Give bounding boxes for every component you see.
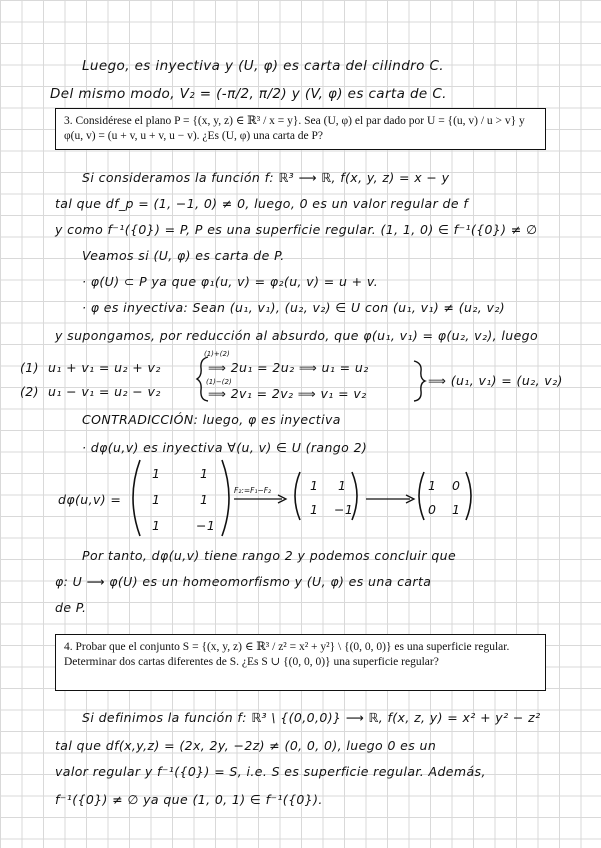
m1-31: 1 (152, 518, 161, 533)
eq1-tag: (1) (20, 360, 39, 375)
m3-11: 1 (428, 478, 437, 493)
sol3-line-4: Veamos si (U, φ) es carta de P. (82, 248, 285, 263)
sol3-line-10: Por tanto, dφ(u,v) tiene rango 2 y podemos concluir que (82, 548, 457, 563)
sol3-line-5: · φ(U) ⊂ P ya que φ₁(u, v) = φ₂(u, v) = u + v. (82, 274, 379, 289)
sol3-line-2: tal que df_p = (1, −1, 0) ≠ 0, luego, 0 es un valor regular de f (55, 196, 469, 211)
sum-note: (1)+(2) (204, 350, 230, 358)
problem-3-statement (55, 108, 546, 150)
m1-11: 1 (152, 466, 161, 481)
m1-21: 1 (152, 492, 161, 507)
problem-3-text: 3. Considérese el plano P = {(x, y, z) ∈ ℝ³ / x = y}. Sea (U, φ) el par dado por U = {(u, v) / u > v} y φ(u, v) = (u + v, u + v, u − v). ¿Es (U, φ) una carta de P? (64, 115, 525, 142)
sol4-line-4: f⁻¹({0}) ≠ ∅ ya que (1, 0, 1) ∈ f⁻¹({0}). (55, 792, 323, 807)
sol4-line-1: Si definimos la función f: ℝ³ \ {(0,0,0)} ⟶ ℝ, f(x, z, y) = x² + y² − z² (82, 710, 541, 725)
sol3-line-12: de P. (55, 600, 87, 615)
right-brace (412, 360, 426, 402)
m1-12: 1 (200, 466, 209, 481)
eq2-tag: (2) (20, 384, 39, 399)
problem-4-text: 4. Probar que el conjunto S = {(x, y, z) ∈ ℝ³ / z² = x² + y²} \ {(0, 0, 0)} es una superficie regular. Determinar dos cartas diferentes de S. ¿Es S ∪ {(0, 0, 0)} una superficie regular? (64, 641, 510, 668)
m3-12: 0 (452, 478, 461, 493)
sol3-line-8: CONTRADICCIÓN: luego, φ es inyectiva (82, 412, 341, 427)
sol3-line-11: φ: U ⟶ φ(U) es un homeomorfismo y (U, φ) es una carta (55, 574, 432, 589)
m1-22: 1 (200, 492, 209, 507)
m2-11: 1 (310, 478, 319, 493)
matrix-1-parens (126, 458, 236, 538)
eq2: u₁ − v₁ = u₂ − v₂ (48, 384, 161, 399)
sol4-line-3: valor regular y f⁻¹({0}) = S, i.e. S es superficie regular. Además, (55, 764, 486, 779)
m2-12: 1 (338, 478, 347, 493)
dphi-label: dφ(u,v) = (58, 492, 122, 507)
m2-22: −1 (334, 502, 354, 517)
sol3-line-3: y como f⁻¹({0}) = P, P es una superficie regular. (1, 1, 0) ∈ f⁻¹({0}) ≠ ∅ (55, 222, 538, 237)
sol3-line-6: · φ es inyectiva: Sean (u₁, v₁), (u₂, v₂) ∈ U con (u₁, v₁) ≠ (u₂, v₂) (82, 300, 506, 315)
matrix-3-parens (414, 470, 476, 522)
m3-21: 0 (428, 502, 437, 517)
sol4-line-2: tal que df(x,y,z) = (2x, 2y, −2z) ≠ (0, 0, 0), luego 0 es un (55, 738, 437, 753)
result-pair: ⟹ (u₁, v₁) = (u₂, v₂) (428, 373, 563, 388)
result-v: ⟹ 2v₁ = 2v₂ ⟹ v₁ = v₂ (208, 386, 367, 401)
m2-21: 1 (310, 502, 319, 517)
sol3-line-1: Si consideramos la función f: ℝ³ ⟶ ℝ, f(x, y, z) = x − y (82, 170, 450, 185)
problem-4-statement (55, 634, 546, 691)
arrow-2 (366, 494, 416, 504)
arrow-1 (234, 494, 288, 504)
m3-22: 1 (452, 502, 461, 517)
row-op: F₂:=F₁−F₂ (234, 486, 272, 495)
sol3-line-7: y supongamos, por reducción al absurdo, que φ(u₁, v₁) = φ(u₂, v₂), luego (55, 328, 539, 343)
result-u: ⟹ 2u₁ = 2u₂ ⟹ u₁ = u₂ (208, 360, 369, 375)
m1-32: −1 (196, 518, 216, 533)
diff-note: (1)−(2) (206, 378, 232, 386)
top-line-1: Luego, es inyectiva y (U, φ) es carta del cilindro C. (82, 58, 444, 74)
eq1: u₁ + v₁ = u₂ + v₂ (48, 360, 161, 375)
top-line-2: Del mismo modo, V₂ = (-π/2, π/2) y (V, φ) es carta de C. (50, 86, 447, 102)
sol3-line-9: · dφ(u,v) es inyectiva ∀(u, v) ∈ U (rango 2) (82, 440, 368, 455)
